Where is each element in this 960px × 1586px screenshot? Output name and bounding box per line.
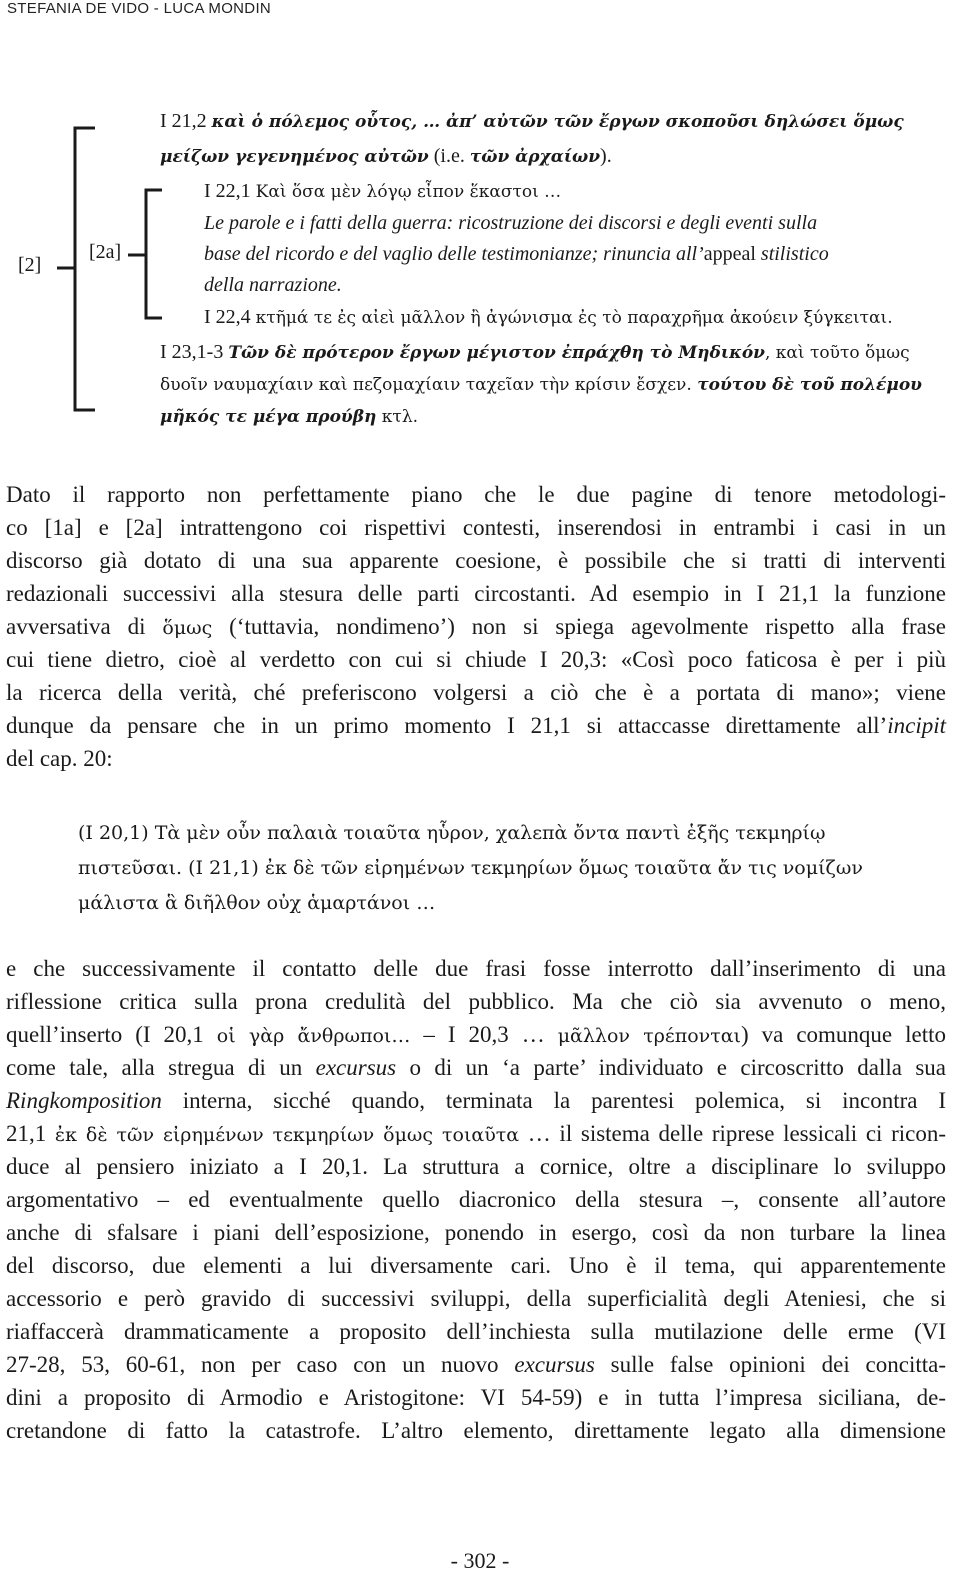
paragraph-2	[6, 952, 946, 1447]
text-line: avversativa di ὅμως (‘tuttavia, nondimeno’) non si spiega agevolmente rispetto alla frase	[6, 614, 946, 639]
scheme-line: Le parole e i fatti della guerra: ricostruzione dei discorsi e degli eventi sulla	[204, 212, 818, 234]
text-line: duce al pensiero iniziato a I 20,1. La struttura a cornice, oltre a disciplinare lo sviluppo	[6, 1154, 946, 1179]
text-line: redazionali successivi alla stesura delle parti circostanti. Ad esempio in I 21,1 la funzione	[6, 581, 946, 606]
text-line: del discorso, due elementi a lui diversamente cari. Uno è il tema, qui apparentemente	[6, 1253, 946, 1278]
scheme-line: I 22,1 Καὶ ὅσα μὲν λόγῳ εἶπον ἕκαστοι …	[204, 180, 562, 202]
block-quote	[78, 816, 938, 921]
text-line: Dato il rapporto non perfettamente piano che le due pagine di tenore metodologi-	[6, 482, 946, 507]
scheme-line: base del ricordo e del vaglio delle testimonianze; rinuncia all’appeal stilistico	[204, 243, 829, 265]
text-line: come tale, alla stregua di un excursus o di un ‘a parte’ individuato e circoscritto dalla sua	[6, 1055, 947, 1080]
text-line: cui tiene dietro, cioè al verdetto con cui si chiude I 20,3: «Così poco faticosa è per i più	[6, 647, 946, 672]
text-line: e che successivamente il contatto delle due frasi fosse interrotto dall’inserimento di una	[6, 956, 946, 981]
outer-bracket	[75, 128, 95, 410]
running-head: STEFANIA DE VIDO - LUCA MONDIN	[7, 0, 272, 17]
text-line: quell’inserto (I 20,1 οἱ γὰρ ἄνθρωποι… – I 20,3 … μᾶλλον τρέπονται) va comunque letto	[6, 1022, 946, 1047]
text-line: 27-28, 53, 60-61, non per caso con un nuovo excursus sulle false opinioni dei concitta-	[6, 1352, 946, 1377]
text-line: anche di sfalsare i piani dell’esposizione, ponendo in esergo, così da non turbare la linea	[6, 1220, 946, 1245]
quote-line: πιστεῦσαι. (I 21,1) ἐκ δὲ τῶν εἰρημένων τεκμηρίων ὅμως τοιαῦτα ἄν τις νομίζων	[78, 857, 863, 879]
text-line: dunque da pensare che in un primo momento I 21,1 si attaccasse direttamente all’incipit	[6, 713, 946, 738]
scheme-block	[0, 0, 960, 440]
outer-label: [2]	[18, 254, 42, 276]
text-line: la ricerca della verità, ché preferiscono volgersi a ciò che è a portata di mano»; viene	[6, 680, 946, 705]
scheme-line: μείζων γεγενημένος αὐτῶν (i.e. τῶν ἀρχαίων).	[160, 145, 612, 167]
text-line: accessorio e però gravido di successivi sviluppi, della superficialità degli Ateniesi, che si	[6, 1286, 946, 1311]
scheme-line: I 23,1-3 Τῶν δὲ πρότερον ἔργων μέγιστον ἐπράχθη τὸ Μηδικόν, καὶ τοῦτο ὅμως	[160, 341, 910, 363]
scheme-line: μῆκός τε μέγα προύβη κτλ.	[160, 407, 419, 427]
text-line: argomentativo – ed eventualmente quello diacronico della stesura –, consente all’autore	[6, 1187, 946, 1212]
text-line: Ringkomposition interna, sicché quando, terminata la parentesi polemica, si incontra I	[6, 1088, 946, 1113]
scheme-line: I 22,4 κτῆμά τε ἐς αἰεὶ μᾶλλον ἢ ἀγώνισμα ἐς τὸ παραχρῆμα ἀκούειν ξύγκειται.	[204, 306, 893, 328]
inner-bracket	[146, 190, 162, 318]
paragraph-1	[6, 478, 946, 775]
text-line: co [1a] e [2a] intrattengono coi rispettivi contesti, inserendosi in entrambi i casi in un	[6, 515, 946, 540]
text-line: discorso già dotato di una sua apparente coesione, è possibile che si tratti di interventi	[6, 548, 946, 573]
text-line: dini a proposito di Armodio e Aristogitone: VI 54-59) e in tutta l’impresa siciliana, de-	[6, 1385, 946, 1410]
text-line: del cap. 20:	[6, 746, 113, 771]
scheme-line: della narrazione.	[204, 274, 342, 296]
text-line: 21,1 ἐκ δὲ τῶν εἰρημένων τεκμηρίων ὅμως τοιαῦτα … il sistema delle riprese lessicali ci ricon-	[6, 1121, 946, 1146]
quote-line: (I 20,1) Τὰ μὲν οὖν παλαιὰ τοιαῦτα ηὗρον, χαλεπὰ ὄντα παντὶ ἑξῆς τεκμηρίῳ	[78, 822, 826, 844]
text-line: riflessione critica sulla prona credulità del pubblico. Ma che ciò sia avvenuto o meno,	[6, 989, 946, 1014]
scheme-line: I 21,2 καὶ ὁ πόλεμος οὗτος, … ἀπ’ αὐτῶν τῶν ἔργων σκοποῦσι δηλώσει ὅμως	[160, 110, 904, 132]
scheme-line: δυοῖν ναυμαχίαιν καὶ πεζομαχίαιν ταχεῖαν τὴν κρίσιν ἔσχεν. τούτου δὲ τοῦ πολέμου	[160, 375, 922, 395]
inner-label: [2a]	[89, 241, 122, 263]
text-line: cretandone di fatto la catastrofe. L’altro elemento, direttamente legato alla dimensione	[6, 1418, 946, 1443]
text-line: riaffaccerà drammaticamente a proposito dell’inchiesta sulla mutilazione delle erme (VI	[6, 1319, 946, 1344]
page-number: - 302 -	[450, 1548, 510, 1573]
quote-line: μάλιστα ἃ διῆλθον οὐχ ἁμαρτάνοι …	[78, 892, 436, 914]
